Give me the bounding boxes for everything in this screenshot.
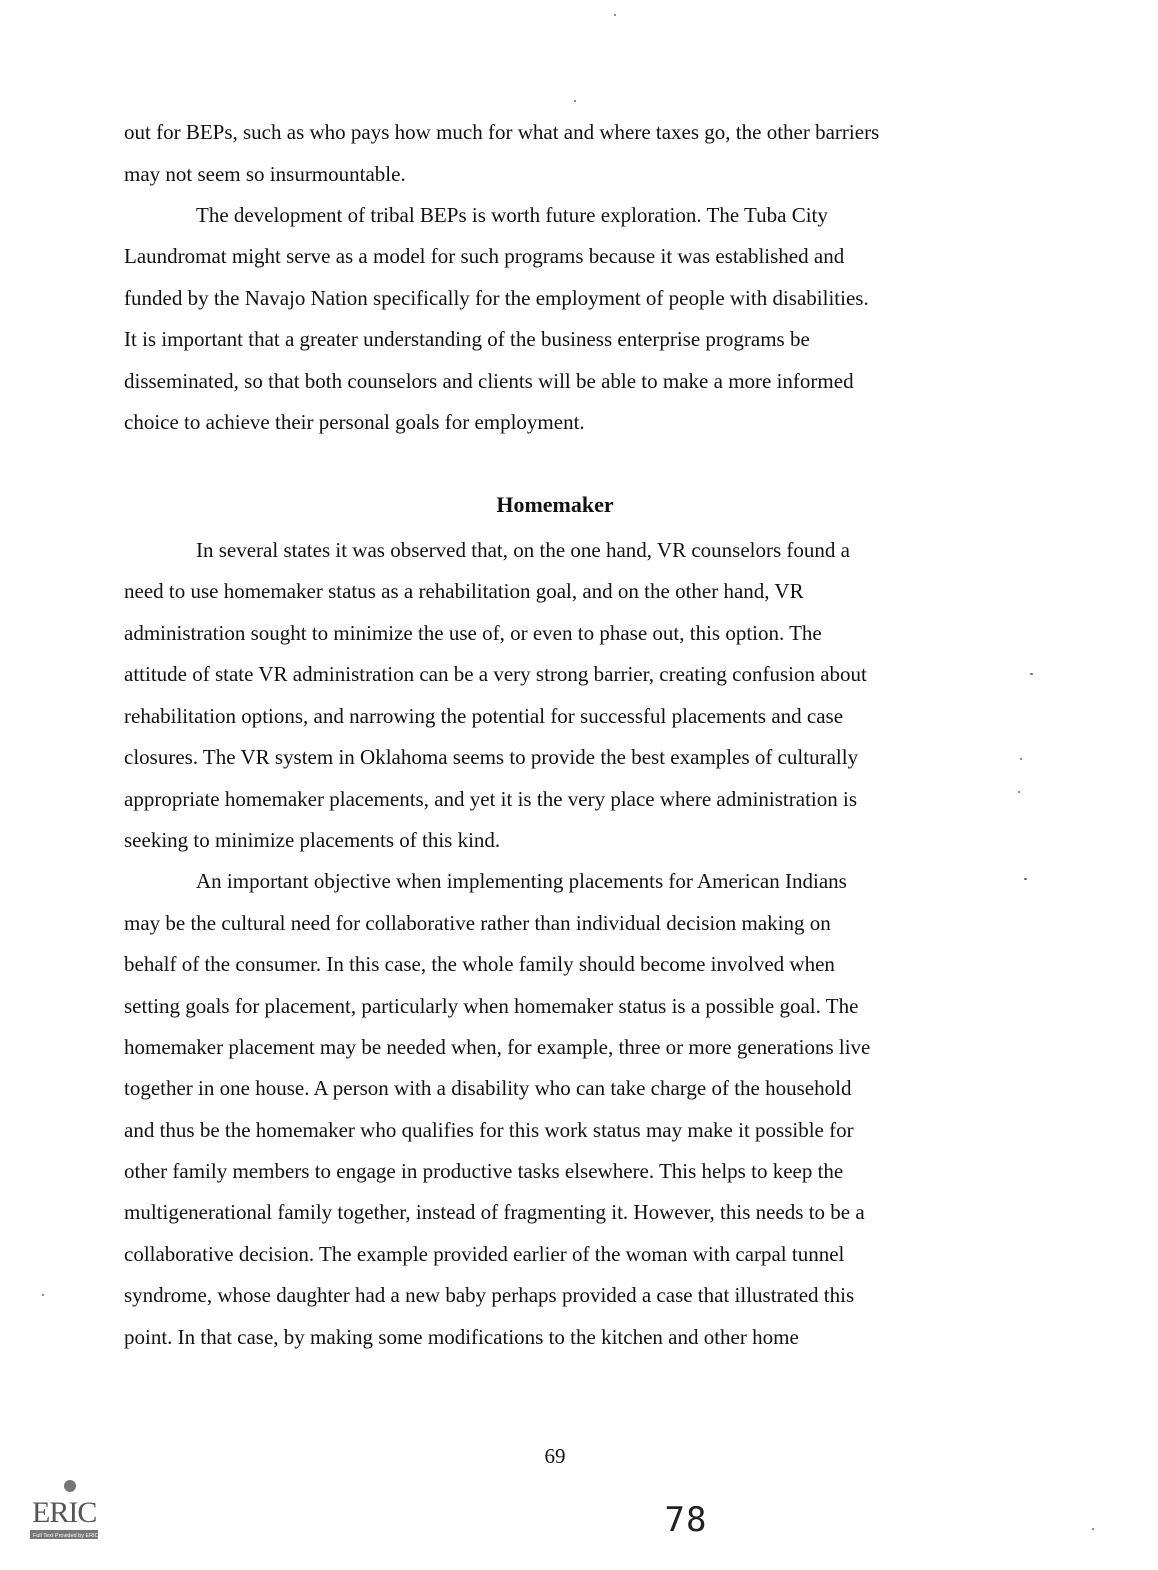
svg-text:Full Text Provided by ERIC: Full Text Provided by ERIC: [33, 1533, 99, 1539]
paragraph-1-line-2: may not seem so insurmountable.: [124, 162, 406, 186]
paragraph-1-line-1: out for BEPs, such as who pays how much for what and where taxes go, the other barriers: [124, 120, 880, 144]
paragraph-3-line-3: administration sought to minimize the use of, or even to phase out, this option. The: [124, 621, 822, 645]
paragraph-3-line-4: attitude of state VR administration can be a very strong barrier, creating confusion about: [124, 662, 867, 686]
page-number: 69: [544, 1444, 566, 1468]
section-heading: Homemaker: [496, 492, 614, 517]
paragraph-2-line-4: It is important that a greater understanding of the business enterprise programs be: [124, 327, 810, 351]
paragraph-3-line-6: closures. The VR system in Oklahoma seems to provide the best examples of culturally: [124, 745, 859, 769]
paragraph-2-line-5: disseminated, so that both counselors and clients will be able to make a more informed: [124, 369, 854, 393]
paragraph-2-line-2: Laundromat might serve as a model for such programs because it was established and: [124, 244, 845, 268]
paragraph-4-line-10: collaborative decision. The example provided earlier of the woman with carpal tunnel: [124, 1242, 845, 1266]
paragraph-4-line-9: multigenerational family together, instead of fragmenting it. However, this needs to be a: [124, 1200, 865, 1224]
paragraph-3-line-7: appropriate homemaker placements, and yet it is the very place where administration is: [124, 787, 857, 811]
paragraph-3-line-5: rehabilitation options, and narrowing the potential for successful placements and case: [124, 704, 844, 728]
paragraph-4-line-1: An important objective when implementing placements for American Indians: [196, 869, 847, 893]
paragraph-2-line-1: The development of tribal BEPs is worth future exploration. The Tuba City: [196, 203, 828, 227]
paragraph-3-line-8: seeking to minimize placements of this kind.: [124, 828, 501, 852]
logo-dot-icon: [64, 1480, 76, 1492]
paragraph-4-line-4: setting goals for placement, particularly when homemaker status is a possible goal. The: [124, 994, 859, 1018]
paragraph-4-line-6: together in one house. A person with a disability who can take charge of the household: [124, 1076, 852, 1100]
paragraph-4-line-12: point. In that case, by making some modifications to the kitchen and other home: [124, 1325, 799, 1349]
paragraph-4-line-2: may be the cultural need for collaborative rather than individual decision making on: [124, 911, 831, 935]
paragraph-4-line-11: syndrome, whose daughter had a new baby perhaps provided a case that illustrated this: [124, 1283, 855, 1307]
paragraph-4-line-3: behalf of the consumer. In this case, the whole family should become involved when: [124, 952, 835, 976]
paragraph-2-line-6: choice to achieve their personal goals for employment.: [124, 410, 585, 434]
paragraph-4-line-8: other family members to engage in productive tasks elsewhere. This helps to keep the: [124, 1159, 844, 1183]
eric-logo: [28, 1478, 100, 1542]
paragraph-4-line-5: homemaker placement may be needed when, for example, three or more generations live: [124, 1035, 871, 1059]
paragraph-2-line-3: funded by the Navajo Nation specifically for the employment of people with disabilities.: [124, 286, 869, 310]
paragraph-3-line-1: In several states it was observed that, on the one hand, VR counselors found a: [196, 538, 850, 562]
svg-text:ERIC: ERIC: [32, 1496, 97, 1529]
paragraph-4-line-7: and thus be the homemaker who qualifies for this work status may make it possible for: [124, 1118, 854, 1142]
paragraph-3-line-2: need to use homemaker status as a rehabilitation goal, and on the other hand, VR: [124, 579, 804, 603]
stamp-number: 78: [664, 1500, 708, 1540]
